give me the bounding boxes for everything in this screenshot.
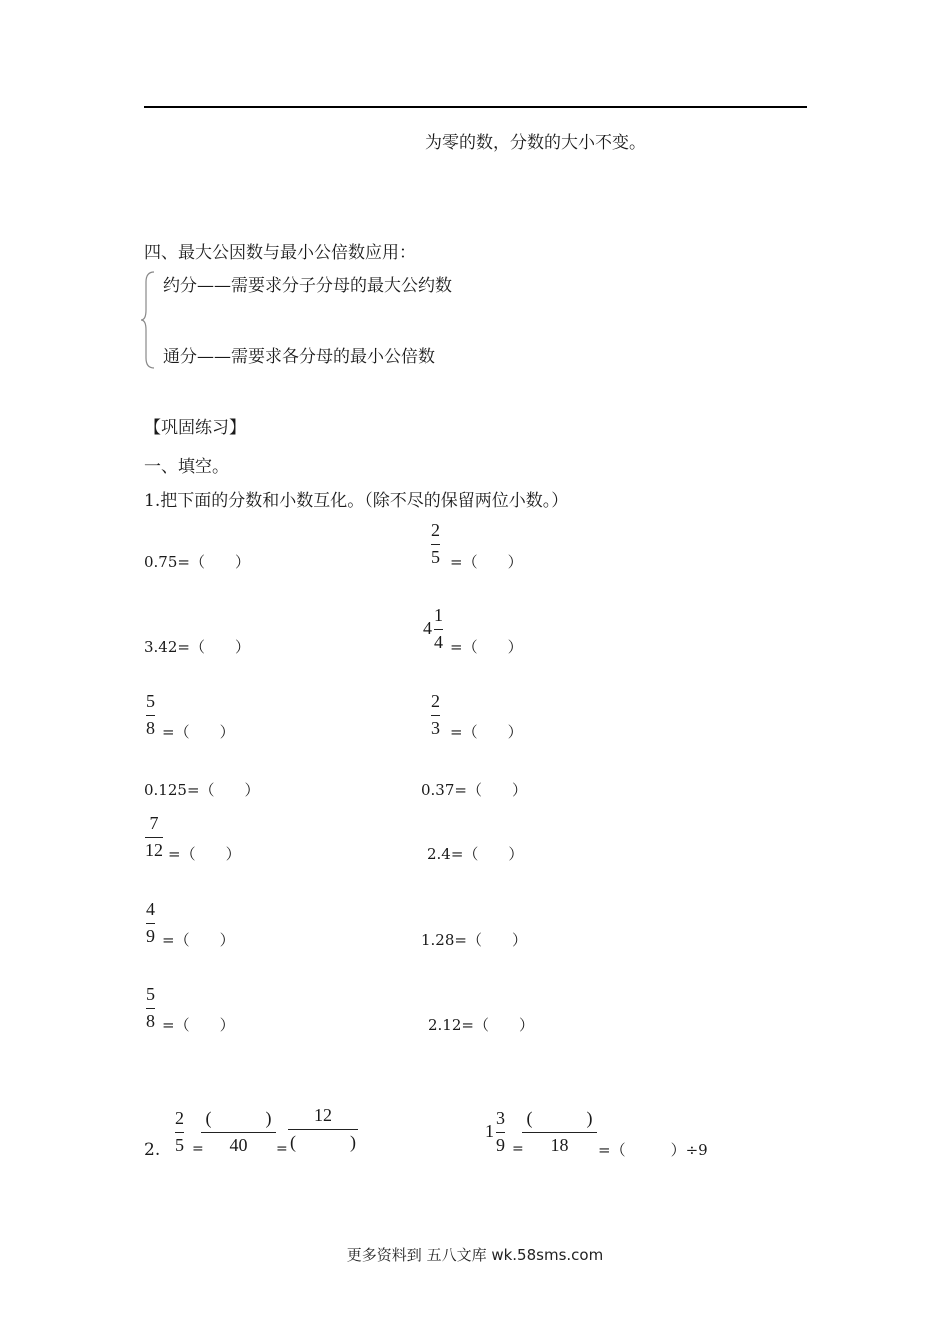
numerator: 2: [431, 691, 440, 711]
fraction-blank-18: [522, 1108, 597, 1155]
numerator: 1: [434, 605, 443, 625]
denominator: 5: [431, 547, 440, 567]
fraction-12-blank: [288, 1105, 358, 1152]
fraction-2-5: [431, 520, 440, 567]
question1: 1.把下面的分数和小数互化。（除不尽的保留两位小数。）: [144, 491, 569, 511]
numerator: 5: [146, 984, 155, 1004]
section4-item1: 约分——需要求分子分母的最大公约数: [163, 276, 452, 296]
exercise-0-75: 0.75=（ ）: [144, 553, 250, 571]
denominator: 18: [550, 1135, 569, 1155]
answer-blank: =（ ）: [450, 638, 523, 656]
numerator: 2: [175, 1108, 184, 1128]
equals-sign: =: [276, 1141, 288, 1157]
denominator: 8: [146, 1011, 155, 1031]
denominator: ( ): [290, 1132, 356, 1152]
answer-blank: =（ ）: [450, 723, 523, 741]
mixed-1-3-9: [485, 1108, 505, 1155]
part1-heading: 一、填空。: [144, 457, 229, 477]
numerator: ( ): [205, 1108, 272, 1128]
denominator: 5: [175, 1135, 184, 1155]
exercise-1-28: 1.28=（ ）: [421, 931, 527, 949]
brace-icon: [140, 270, 158, 370]
denominator: 9: [146, 926, 155, 946]
equals-sign: =: [512, 1141, 524, 1157]
exercise-0-125: 0.125=（ ）: [144, 781, 260, 799]
fraction-7-12: [145, 813, 163, 860]
numerator: 7: [149, 813, 159, 833]
denominator: 12: [145, 840, 163, 860]
division-tail: =（ ）÷9: [598, 1141, 708, 1159]
exercise-2-12: 2.12=（ ）: [428, 1016, 534, 1034]
numerator: ( ): [526, 1108, 593, 1128]
denominator: 40: [229, 1135, 248, 1155]
denominator: 3: [431, 718, 440, 738]
exercise-3-42: 3.42=（ ）: [144, 638, 250, 656]
answer-blank: =（ ）: [162, 931, 235, 949]
exercise-0-37: 0.37=（ ）: [421, 781, 527, 799]
fraction-2-5-q2: [175, 1108, 184, 1155]
section4-item2: 通分——需要求各分母的最小公倍数: [163, 347, 435, 367]
fraction-4-9: [146, 899, 155, 946]
answer-blank: =（ ）: [168, 845, 241, 863]
answer-blank: =（ ）: [450, 553, 523, 571]
continuation-text: 为零的数，分数的大小不变。: [425, 133, 646, 153]
whole: 4: [423, 618, 432, 638]
answer-blank: =（ ）: [162, 1016, 235, 1034]
numerator: 5: [146, 691, 155, 711]
answer-blank: =（ ）: [162, 723, 235, 741]
denominator: 9: [496, 1135, 505, 1155]
equals-sign: =: [192, 1141, 204, 1157]
fraction-5-8-b: [146, 984, 155, 1031]
fraction-5-8: [146, 691, 155, 738]
fraction-2-3: [431, 691, 440, 738]
numerator: 4: [146, 899, 155, 919]
denominator: 8: [146, 718, 155, 738]
numerator: 2: [431, 520, 440, 540]
header-rule: [144, 106, 807, 108]
numerator: 12: [314, 1105, 332, 1125]
mixed-4-1-4: [423, 605, 443, 652]
section4-title: 四、最大公因数与最小公倍数应用：: [144, 243, 416, 263]
fraction-blank-40: [201, 1108, 276, 1155]
numerator: 3: [496, 1108, 505, 1128]
denominator: 4: [434, 632, 443, 652]
whole: 1: [485, 1121, 494, 1141]
question2-label: 2.: [144, 1140, 161, 1160]
footer-link[interactable]: 更多资料到 五八文库 wk.58sms.com: [346, 1246, 604, 1264]
exercise-2-4: 2.4=（ ）: [427, 845, 524, 863]
practice-heading: 【巩固练习】: [144, 418, 246, 438]
